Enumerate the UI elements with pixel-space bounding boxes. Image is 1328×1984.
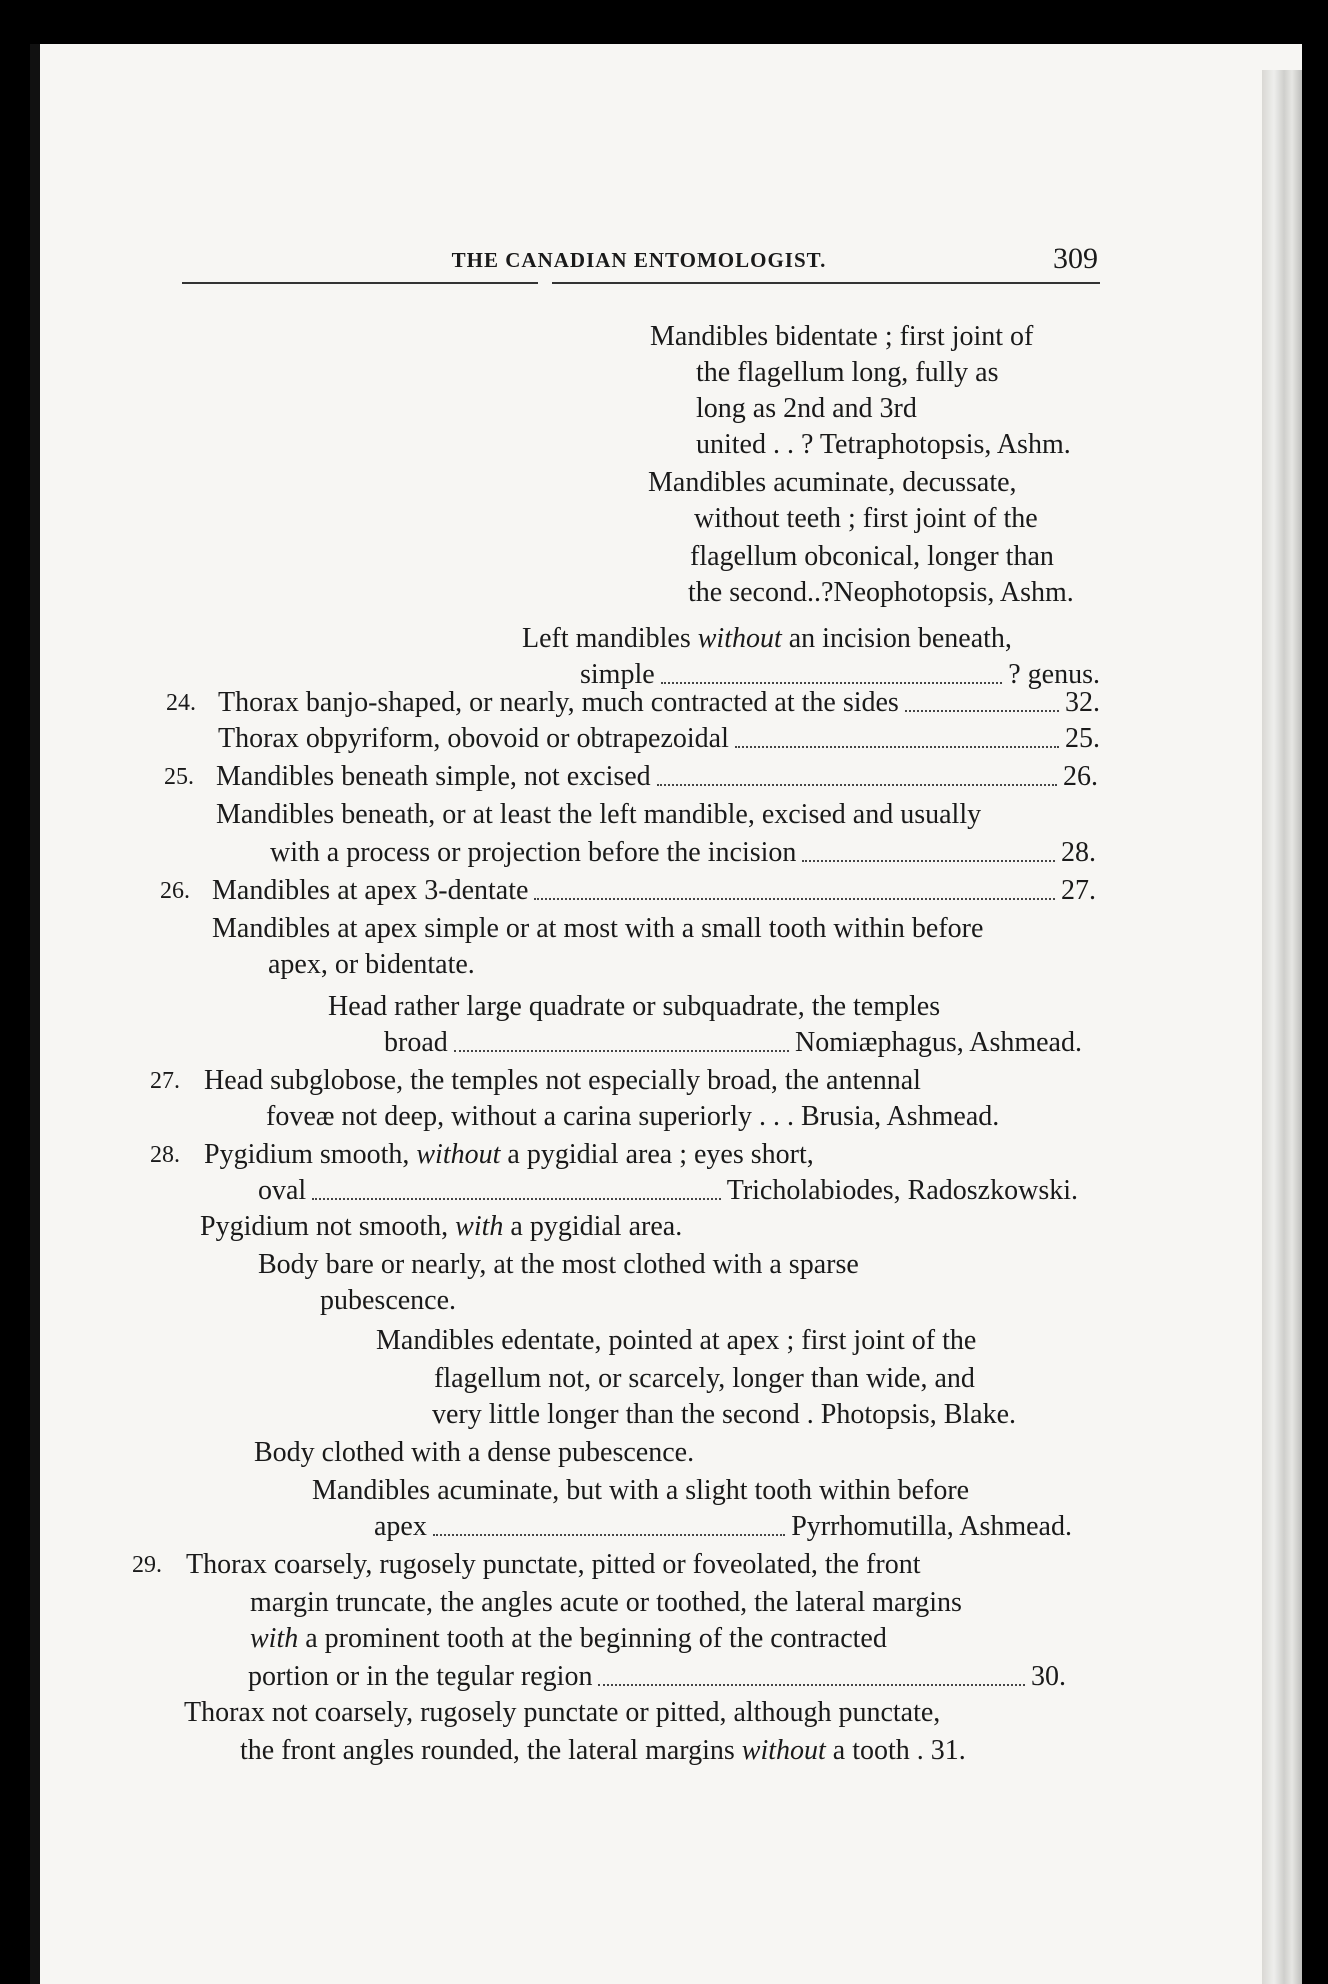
couplet-number: 24. [166,690,196,716]
key-target: 25. [1065,723,1100,754]
key-target: ? genus. [1008,659,1100,690]
key-line: very little longer than the second . Photopsis, Blake. [432,1399,1017,1430]
key-line: margin truncate, the angles acute or toothed, the lateral margins [250,1587,962,1618]
key-line: Thorax not coarsely, rugosely punctate or pitted, although punctate, [184,1697,941,1728]
text-run: Mandibles at apex 3-dentate [212,875,529,906]
text-run: a tooth . 31. [825,1735,966,1766]
couplet-number: 26. [160,878,190,904]
key-line: flagellum obconical, longer than [690,541,1054,572]
couplet-number: 29. [132,1552,162,1578]
text-run: Thorax banjo-shaped, or nearly, much contracted at the sides [218,687,899,718]
dot-leader [661,682,1003,684]
couplet-number: 27. [150,1068,180,1094]
text-run: Mandibles beneath simple, not excised [216,761,651,792]
key-line: Thorax coarsely, rugosely punctate, pitted or foveolated, the front [186,1549,921,1580]
text-run: oval [258,1175,307,1206]
text-run: a pygidial area. [503,1211,683,1242]
page-number: 309 [1053,242,1098,275]
genus-name: Tricholabiodes, Radoszkowski. [726,1175,1078,1206]
genus-name: Pyrrhomutilla, Ashmead. [791,1511,1072,1542]
dot-leader [598,1684,1025,1686]
page-stack-edge [1262,70,1302,1984]
italic-run: with [455,1211,504,1242]
header-rule-left [182,282,538,284]
key-line-leader [218,722,1100,756]
dot-leader [534,898,1055,900]
key-line: Head rather large quadrate or subquadrate, the temples [328,991,941,1022]
italic-run: without [741,1735,826,1766]
key-line: long as 2nd and 3rd [696,393,917,424]
couplet-number: 25. [164,764,194,790]
key-line: united . . ? Tetraphotopsis, Ashm. [696,429,1071,460]
text-run: an incision beneath, [781,623,1012,654]
text-run: Left mandibles [522,623,698,654]
key-line: Body bare or nearly, at the most clothed with a sparse [258,1249,859,1280]
key-line: flagellum not, or scarcely, longer than wide, and [434,1363,975,1394]
key-line-leader [384,1026,1082,1060]
key-line [204,1138,814,1172]
text-run: a prominent tooth at the beginning of the contracted [298,1623,887,1654]
key-line-leader [248,1660,1066,1694]
text-run: portion or in the tegular region [248,1661,593,1692]
key-line: without teeth ; first joint of the [694,503,1038,534]
dot-leader [454,1050,789,1052]
key-target: 26. [1063,761,1098,792]
key-line [250,1622,887,1656]
header-rule-right [552,282,1100,284]
key-line: Mandibles acuminate, decussate, [648,467,1017,498]
dot-leader [905,710,1059,712]
book-spine-edge [30,44,40,1984]
dot-leader [802,860,1055,862]
dot-leader [433,1534,785,1536]
key-line: the flagellum long, fully as [696,357,999,388]
key-line: Head subglobose, the temples not especially broad, the antennal [204,1065,921,1096]
genus-name: Nomiæphagus, Ashmead. [795,1027,1082,1058]
key-line: apex, or bidentate. [268,949,475,980]
dot-leader [657,784,1057,786]
key-line [200,1210,682,1244]
journal-title: THE CANADIAN ENTOMOLOGIST. [451,248,827,272]
key-line [240,1734,966,1768]
italic-run: with [250,1623,299,1654]
key-line [522,622,1012,656]
text-run: simple [580,659,655,690]
key-line-leader [258,1174,1078,1208]
text-run: Thorax obpyriform, obovoid or obtrapezoidal [218,723,729,754]
text-run: broad [384,1027,448,1058]
text-run: a pygidial area ; eyes short, [500,1139,814,1170]
text-run: Pygidium smooth, [204,1139,417,1170]
key-target: 28. [1061,837,1096,868]
key-target: 30. [1031,1661,1066,1692]
key-line-leader [218,686,1100,720]
italic-run: without [697,623,782,654]
dot-leader [735,746,1059,748]
key-line: Mandibles beneath, or at least the left mandible, excised and usually [216,799,982,830]
key-target: 32. [1065,687,1100,718]
text-run: Pygidium not smooth, [200,1211,456,1242]
key-line: Mandibles acuminate, but with a slight tooth within before [312,1475,970,1506]
key-line-leader [374,1510,1072,1544]
key-line: Mandibles edentate, pointed at apex ; first joint of the [376,1325,977,1356]
couplet-number: 28. [150,1142,180,1168]
text-run: apex [374,1511,427,1542]
text-run: with a process or projection before the incision [270,837,797,868]
dot-leader [312,1198,720,1200]
key-line: Mandibles at apex simple or at most with a small tooth within before [212,913,984,944]
text-run: the front angles rounded, the lateral margins [240,1735,742,1766]
key-line: the second..?Neophotopsis, Ashm. [688,577,1074,608]
key-line: Mandibles bidentate ; first joint of [650,321,1034,352]
italic-run: without [416,1139,501,1170]
key-line-leader [212,874,1096,908]
key-line: Body clothed with a dense pubescence. [254,1437,695,1468]
key-line-leader [270,836,1096,870]
key-line: foveæ not deep, without a carina superiorly . . . Brusia, Ashmead. [266,1101,1000,1132]
key-line: pubescence. [320,1285,457,1316]
running-header [180,242,1098,298]
key-line-leader [216,760,1098,794]
key-target: 27. [1061,875,1096,906]
